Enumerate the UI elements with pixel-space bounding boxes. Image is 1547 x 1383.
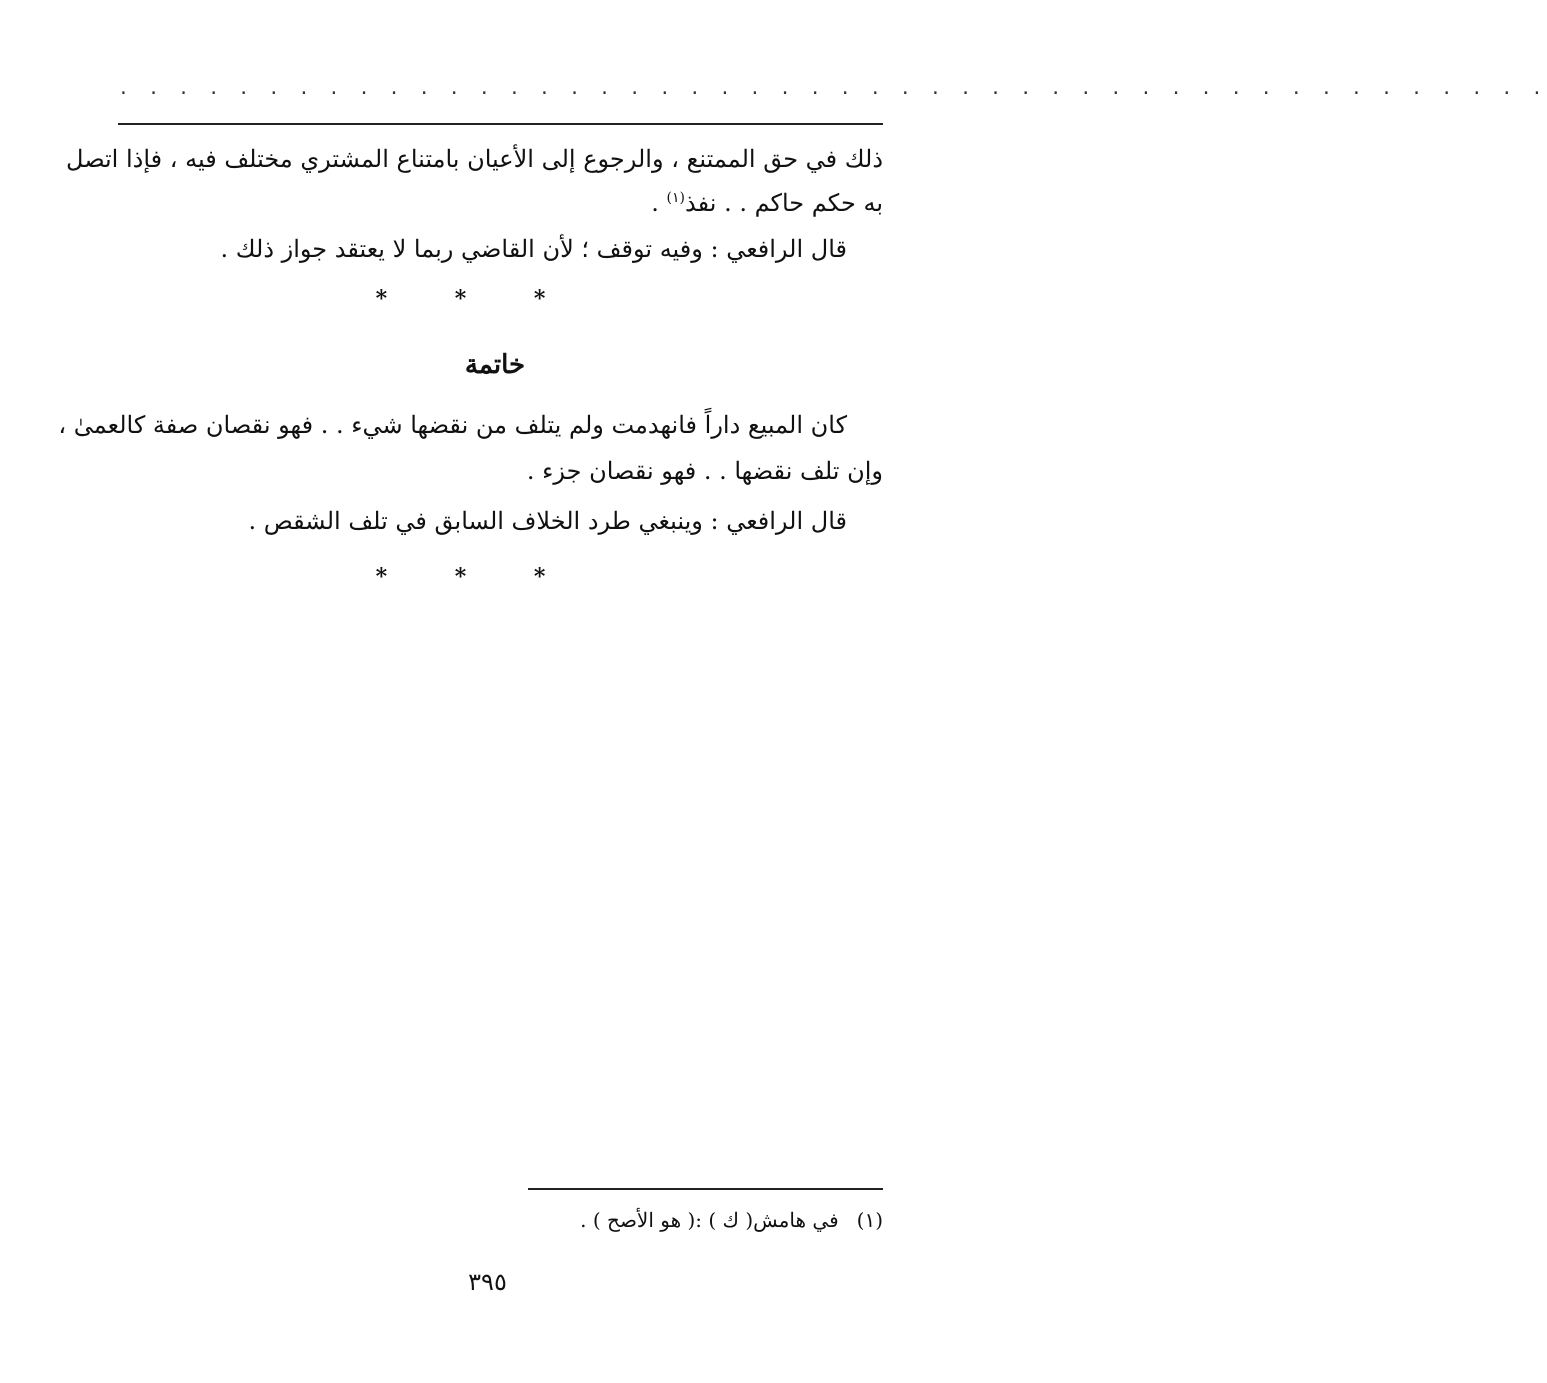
header-rule — [118, 123, 883, 125]
paragraph-1-line-2-text: به حكم حاكم . . نفذ — [685, 189, 883, 217]
header-dotted-line: . . . . . . . . . . . . . . . . . . . . . . . . . . . . . . . . . . . . . . . . . . . . . . . . — [118, 78, 1547, 99]
footnote-number: (١) — [856, 1208, 883, 1232]
section-separator-end: * * * — [375, 564, 576, 590]
footnote — [580, 1208, 883, 1232]
footnote-reference: (١) — [666, 190, 686, 206]
paragraph-3-line-1: كان المبيع داراً فانهدمت ولم يتلف من نقضها شيء . . فهو نقصان صفة كالعمىٰ ، — [58, 411, 847, 439]
footnote-rule — [528, 1188, 883, 1190]
paragraph-3-line-2: وإن تلف نقضها . . فهو نقصان جزء . — [526, 457, 883, 485]
paragraph-2: قال الرافعي : وفيه توقف ؛ لأن القاضي ربما لا يعتقد جواز ذلك . — [220, 235, 847, 263]
section-heading: خاتمة — [464, 350, 526, 380]
paragraph-1-line-2 — [651, 186, 883, 220]
paragraph-1-line-2-end: . — [651, 189, 667, 217]
paragraph-4: قال الرافعي : وينبغي طرد الخلاف السابق في تلف الشقص . — [248, 507, 847, 535]
paragraph-1-line-1: ذلك في حق الممتنع ، والرجوع إلى الأعيان بامتناع المشتري مختلف فيه ، فإذا اتصل — [66, 145, 883, 173]
page-number: ٣٩٥ — [468, 1268, 507, 1296]
footnote-text: في هامش( ك ) :( هو الأصح ) . — [580, 1208, 839, 1232]
section-separator: * * * — [375, 286, 576, 312]
